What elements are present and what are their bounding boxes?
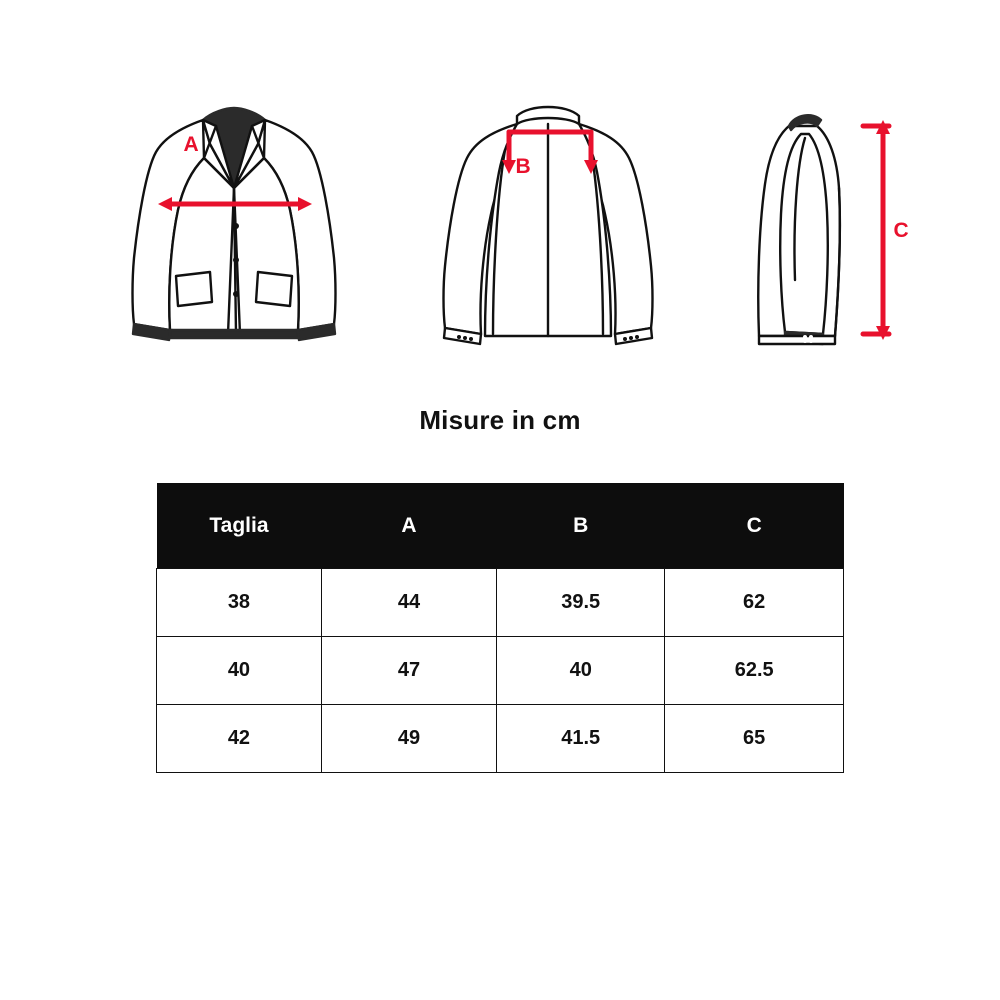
- size-table: [156, 483, 844, 773]
- jacket-back-icon: [413, 80, 683, 370]
- chart-caption: Misure in cm: [419, 405, 581, 435]
- table-cell-c: 62.5: [665, 637, 844, 705]
- illustration-band: [0, 80, 1000, 380]
- size-table-wrapper: [156, 483, 844, 773]
- table-cell-a: 49: [321, 705, 496, 773]
- measure-line-c: [863, 126, 889, 334]
- table-cell-b: 41.5: [497, 705, 665, 773]
- table-row: [157, 637, 844, 705]
- table-header-row: [157, 483, 844, 569]
- table-header-cell: B: [497, 483, 665, 569]
- measure-label-a: A: [183, 133, 199, 156]
- measure-label-c: C: [893, 219, 909, 242]
- table-cell-size: 40: [157, 637, 322, 705]
- jacket-back-figure: [413, 80, 683, 370]
- table-cell-size: 38: [157, 569, 322, 637]
- table-cell-c: 62: [665, 569, 844, 637]
- table-cell-size: 42: [157, 705, 322, 773]
- jacket-front-figure: [108, 80, 358, 370]
- table-header-cell: Taglia: [157, 483, 322, 569]
- table-cell-b: 39.5: [497, 569, 665, 637]
- jacket-front-icon: [108, 80, 358, 370]
- table-cell-a: 47: [321, 637, 496, 705]
- measure-label-b: B: [515, 155, 531, 178]
- table-cell-c: 65: [665, 705, 844, 773]
- table-row: [157, 705, 844, 773]
- table-header-cell: A: [321, 483, 496, 569]
- table-cell-a: 44: [321, 569, 496, 637]
- table-cell-b: 40: [497, 637, 665, 705]
- table-header-cell: C: [665, 483, 844, 569]
- jacket-side-figure: [743, 80, 923, 370]
- table-row: [157, 569, 844, 637]
